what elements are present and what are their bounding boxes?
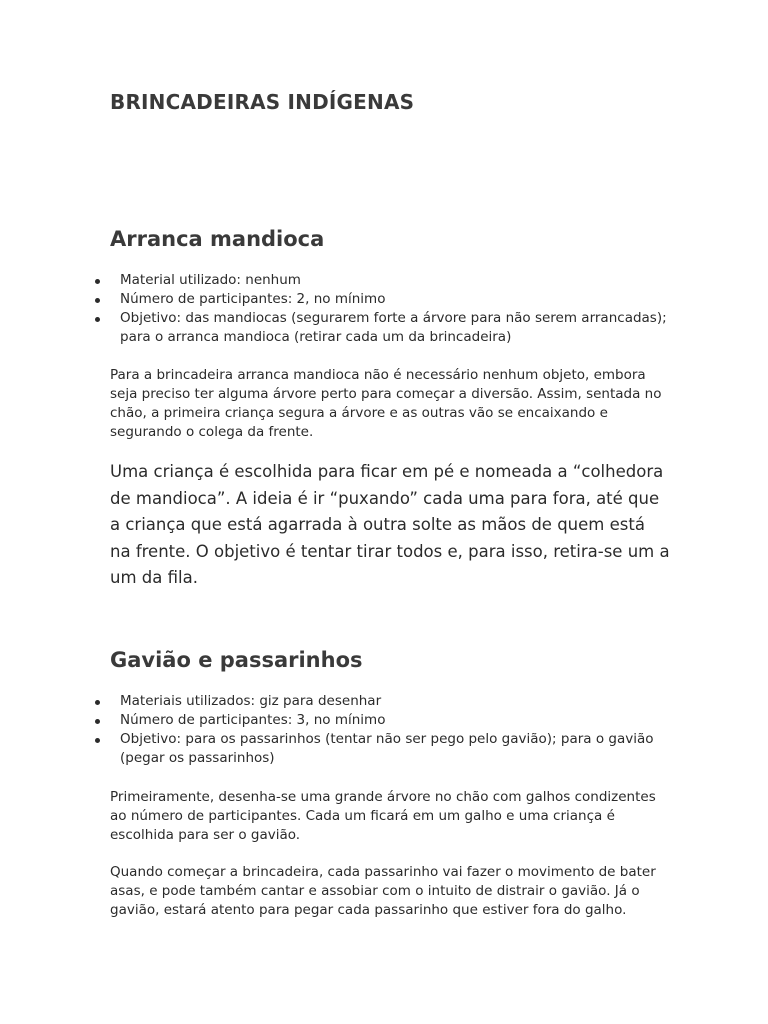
- list-item-text: Material utilizado: nenhum: [120, 272, 301, 288]
- paragraph: Para a brincadeira arranca mandioca não é necessário nenhum objeto, embora seja preciso ter alguma árvore perto para começar a diversão. Assim, sentada no chão, a primeira criança segura a árvore e as outras vão se encaixando e segurando o colega da frente.: [110, 367, 662, 440]
- bullet-icon: [95, 317, 100, 322]
- document-title: BRINCADEIRAS INDÍGENAS: [110, 90, 415, 114]
- paragraph: Primeiramente, desenha-se uma grande árvore no chão com galhos condizentes ao número de participantes. Cada um ficará em um galho e uma criança é escolhida para ser o gavião.: [110, 789, 656, 843]
- list-item: [90, 730, 690, 768]
- bullet-icon: [95, 700, 100, 705]
- bullet-icon: [95, 738, 100, 743]
- list-item-text: Objetivo: das mandiocas (segurarem forte a árvore para não serem arrancadas); para o arranca mandioca (retirar cada um da brincadeira): [120, 310, 667, 345]
- list-item: [90, 290, 690, 309]
- section-heading-gaviao-e-passarinhos: Gavião e passarinhos: [110, 648, 363, 672]
- bullet-icon: [95, 719, 100, 724]
- bullet-list-gaviao-e-passarinhos: [90, 692, 690, 768]
- bullet-list-arranca-mandioca: [90, 271, 690, 347]
- list-item: [90, 711, 690, 730]
- bullet-icon: [95, 279, 100, 284]
- list-item: [90, 309, 690, 347]
- bullet-icon: [95, 298, 100, 303]
- section-heading-arranca-mandioca: Arranca mandioca: [110, 227, 325, 251]
- list-item-text: Número de participantes: 2, no mínimo: [120, 291, 386, 307]
- list-item-text: Objetivo: para os passarinhos (tentar não ser pego pelo gavião); para o gavião (pegar os passarinhos): [120, 731, 654, 766]
- list-item: [90, 692, 690, 711]
- list-item: [90, 271, 690, 290]
- paragraph-large: Uma criança é escolhida para ficar em pé e nomeada a “colhedora de mandioca”. A ideia é ir “puxando” cada uma para fora, até que a criança que está agarrada à outra solte as mãos de quem está na frente. O objetivo é tentar tirar todos e, para isso, retira-se um a um da fila.: [110, 462, 670, 587]
- list-item-text: Número de participantes: 3, no mínimo: [120, 712, 386, 728]
- paragraph: Quando começar a brincadeira, cada passarinho vai fazer o movimento de bater asas, e pode também cantar e assobiar com o intuito de distrair o gavião. Já o gavião, estará atento para pegar cada passarinho que estiver fora do galho.: [110, 864, 656, 918]
- list-item-text: Materiais utilizados: giz para desenhar: [120, 693, 382, 709]
